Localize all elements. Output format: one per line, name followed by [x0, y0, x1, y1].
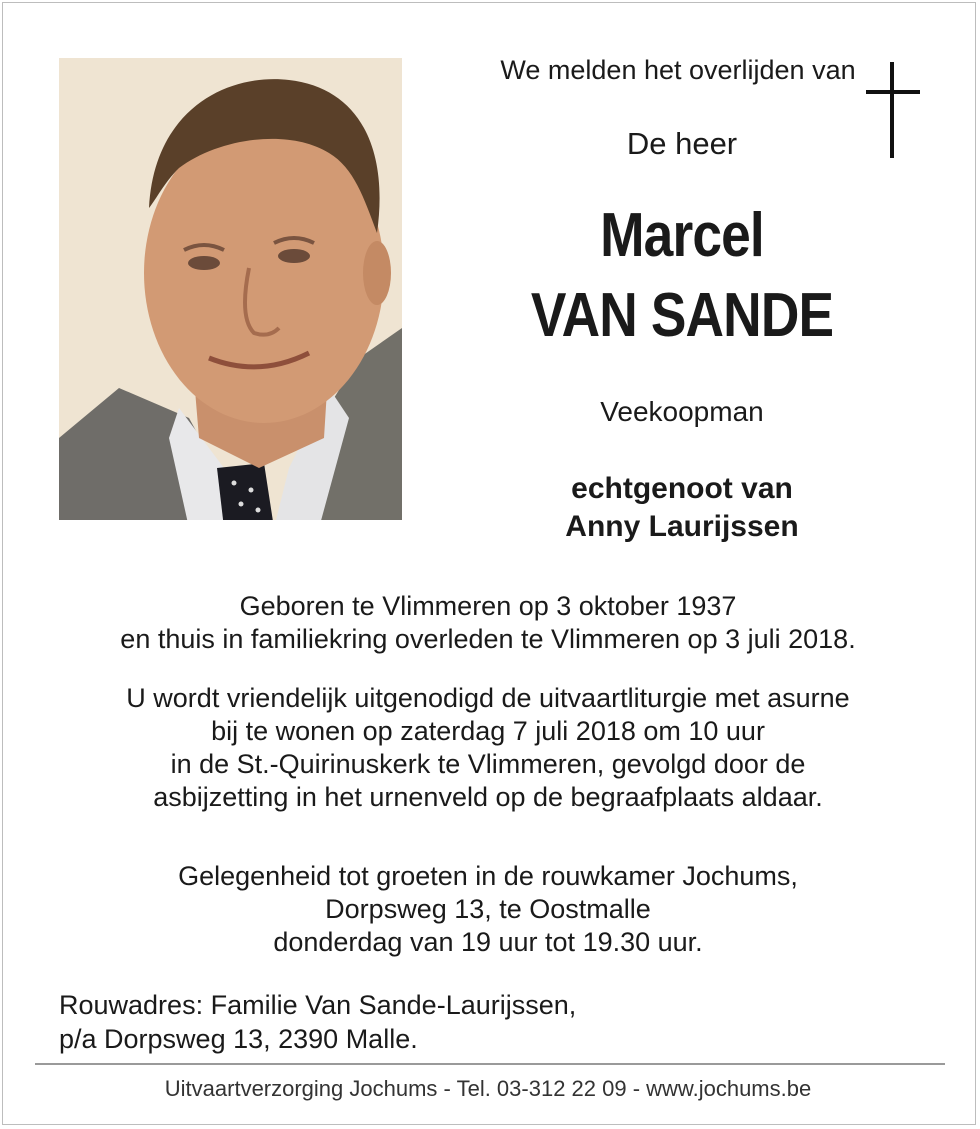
- funeral-home-footer: Uitvaartverzorging Jochums - Tel. 03-312 22 09 - www.jochums.be: [164, 1076, 812, 1101]
- text-line: Gelegenheid tot groeten in de rouwkamer Jochums,: [178, 861, 798, 891]
- divider: [35, 1063, 945, 1065]
- address-line: Rouwadres: Familie Van Sande-Laurijssen,: [59, 990, 577, 1020]
- text-line: donderdag van 19 uur tot 19.30 uur.: [273, 927, 703, 957]
- mourning-address: [59, 988, 576, 1056]
- text-line: bij te wonen op zaterdag 7 juli 2018 om 10 uur: [211, 716, 765, 746]
- text-line: Geboren te Vlimmeren op 3 oktober 1937: [239, 591, 737, 621]
- text-line: U wordt vriendelijk uitgenodigd de uitvaartliturgie met asurne: [126, 683, 850, 713]
- portrait-photo: [59, 58, 402, 520]
- honorific-title: De heer: [626, 126, 738, 161]
- announcement-text: We melden het overlijden van: [500, 55, 856, 85]
- birth-death-paragraph: [20, 590, 956, 656]
- address-line: p/a Dorpsweg 13, 2390 Malle.: [59, 1024, 418, 1054]
- last-name-heading: [402, 280, 962, 351]
- text-line: asbijzetting in het urnenveld op de begraafplaats aldaar.: [153, 782, 823, 812]
- funeral-paragraph: [20, 682, 956, 814]
- first-name-heading: [402, 200, 962, 271]
- text-line: in de St.-Quirinuskerk te Vlimmeren, gevolgd door de: [170, 749, 806, 779]
- first-name: Marcel: [600, 201, 764, 270]
- profession-text: Veekoopman: [600, 396, 764, 427]
- text-line: Dorpsweg 13, te Oostmalle: [325, 894, 651, 924]
- visitation-paragraph: [20, 860, 956, 959]
- spouse-intro: echtgenoot van: [571, 472, 793, 505]
- last-name: VAN SANDE: [530, 281, 834, 350]
- spouse-name: Anny Laurijssen: [565, 510, 799, 543]
- text-line: en thuis in familiekring overleden te Vlimmeren op 3 juli 2018.: [120, 624, 856, 654]
- portrait-illustration: [59, 58, 402, 520]
